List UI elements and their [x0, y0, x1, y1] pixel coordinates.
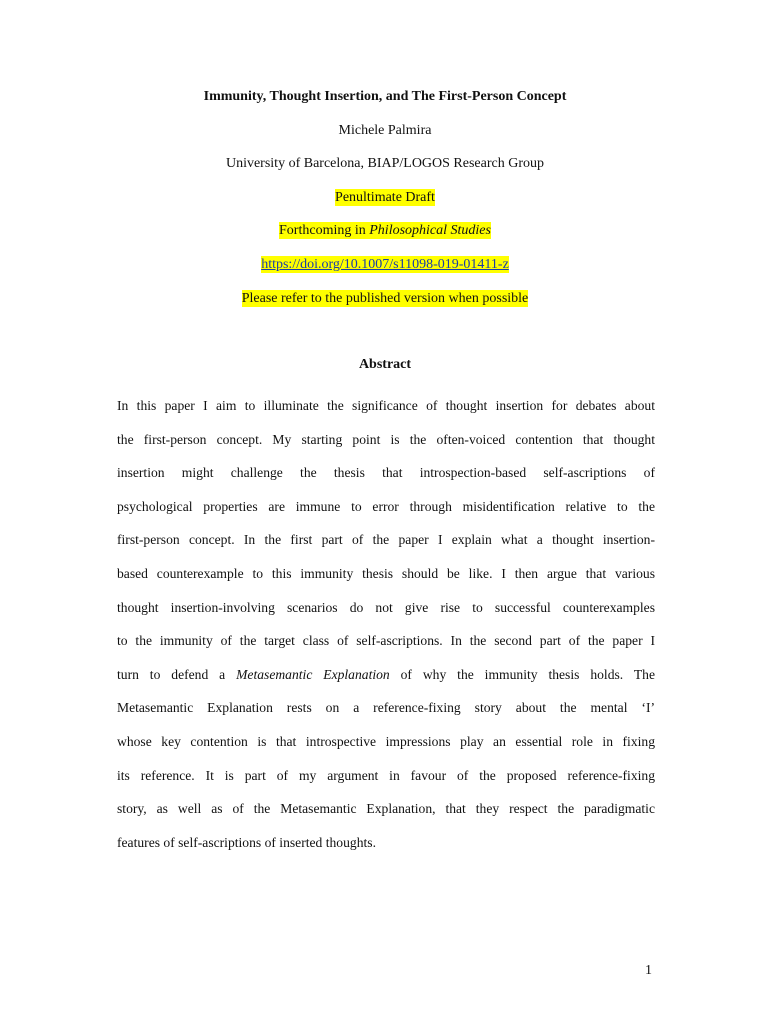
abstract-line: psychological properties are immune to error through misidentification relative to the	[117, 498, 655, 514]
abstract-line-post: of why the immunity thesis holds. The	[389, 666, 655, 682]
abstract-line: In this paper I aim to illuminate the significance of thought insertion for debates about	[117, 398, 655, 413]
doi-line	[0, 256, 770, 274]
abstract-line: its reference. It is part of my argument in favour of the proposed reference-fixing	[117, 767, 655, 783]
draft-note-line	[0, 189, 770, 207]
affiliation-line	[0, 155, 770, 173]
doi-link[interactable]: https://doi.org/10.1007/s11098-019-01411-z	[261, 257, 509, 272]
abstract-line: to the immunity of the target class of self-ascriptions. In the second part of the paper I	[117, 633, 655, 649]
abstract-line: thought insertion-involving scenarios do not give rise to successful counterexamples	[117, 599, 655, 615]
paper-title-text: Immunity, Thought Insertion, and The First-Person Concept	[203, 89, 567, 104]
forthcoming-line	[0, 222, 770, 240]
abstract-heading	[0, 356, 770, 374]
author-affiliation: University of Barcelona, BIAP/LOGOS Research Group	[225, 156, 545, 171]
author-name: Michele Palmira	[338, 123, 432, 138]
abstract-line: based counterexample to this immunity thesis should be like. I then argue that various	[117, 565, 655, 581]
abstract-line: story, as well as of the Metasemantic Explanation, that they respect the paradigmatic	[117, 801, 655, 817]
abstract-line: insertion might challenge the thesis that introspection-based self-ascriptions of	[117, 465, 655, 481]
abstract-body	[117, 389, 655, 859]
refer-note-line	[0, 290, 770, 308]
abstract-heading-text: Abstract	[358, 357, 412, 372]
abstract-line: features of self-ascriptions of inserted thoughts.	[117, 834, 376, 850]
paper-title	[0, 88, 770, 106]
forthcoming-note	[279, 222, 491, 239]
author-line	[0, 122, 770, 140]
refer-note: Please refer to the published version when possible	[241, 291, 529, 306]
page-number: 1	[645, 963, 652, 978]
draft-note: Penultimate Draft	[335, 190, 435, 205]
abstract-line: whose key contention is that introspective impressions play an essential role in fixing	[117, 733, 655, 749]
abstract-line-with-emphasis	[117, 658, 655, 692]
abstract-line: the first-person concept. My starting point is the often-voiced contention that thought	[117, 431, 655, 447]
abstract-line: first-person concept. In the first part of the paper I explain what a thought insertion-	[117, 532, 655, 548]
abstract-emphasis: Metasemantic Explanation	[236, 666, 390, 682]
abstract-line-pre: turn to defend a	[117, 666, 237, 682]
abstract-line: Metasemantic Explanation rests on a reference-fixing story about the mental ‘I’	[117, 700, 655, 716]
journal-name: Philosophical Studies	[369, 223, 491, 238]
forthcoming-prefix: Forthcoming in	[279, 223, 370, 238]
